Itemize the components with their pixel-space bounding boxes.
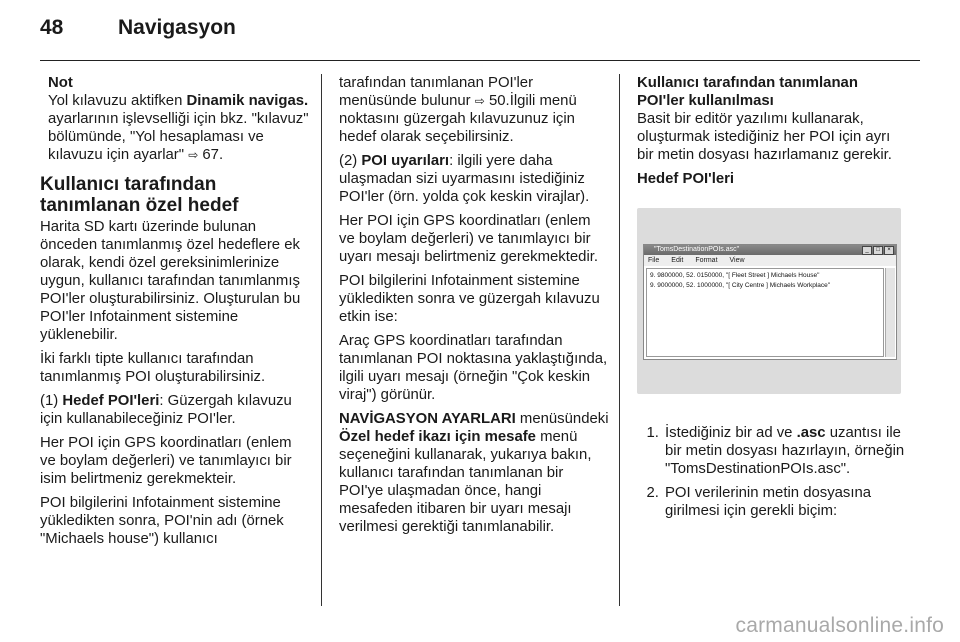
paragraph: Her POI için GPS koordinatları (enlem ve boylam değerleri) ve tanımlayıcı bir isim belirtmeniz gerekmekteir. [40, 435, 292, 487]
paragraph: NAVİGASYON AYARLARI menüsündeki Özel hedef ikazı için mesafe menü seçeneğini kullanarak, yukarıya bakın, kullanıcı tarafından tanımlanan bir POI'ye ulaşmadan önce, hangi mesafeden itibaren bir uyarı mesajı verilmesi gerektiği tanımlanabilir. [339, 411, 609, 535]
setting-name: Özel hedef ikazı için mesafe [339, 429, 536, 445]
page-ref-icon: ⇨ [474, 94, 485, 108]
note-text: Yol kılavuzu aktifken Dinamik navigas. ayarlarının işlevselliği için bkz. "kılavuz" bölümünde, "Yol hesaplaması ve kılavuzu için ayarlar" ⇨ 67. [48, 93, 309, 163]
section-title: Navigasyon [118, 16, 236, 39]
menu-file: File [648, 257, 660, 264]
extension: .asc [796, 425, 826, 441]
poi-line: 9. 9000000, 52. 1000000, "[ City Centre ] Michaels Workplace" [650, 282, 831, 289]
setting-name: Dinamik navigas. [186, 93, 309, 109]
step-item: 2. POI verilerinin metin dosyasına girilmesi için gerekli biçim: [663, 484, 907, 520]
note-label: Not [48, 75, 73, 91]
paragraph: Her POI için GPS koordinatları (enlem ve boylam değerleri) ve tanımlayıcı bir uyarı mesajı belirtmeniz gerekmektedir. [339, 213, 599, 265]
note-box [40, 74, 310, 164]
poi-line: 9. 9800000, 52. 0150000, "[ Fleet Street ] Michaels House" [650, 272, 820, 279]
page-ref[interactable]: 50. [488, 93, 510, 109]
subsection-heading: Kullanıcı tarafından tanımlanan POI'ler kullanılması [637, 75, 858, 109]
watermark: carmanualsonline.info [735, 614, 944, 637]
section-heading: Kullanıcı tarafından tanımlanan özel hedef [40, 174, 239, 216]
menu-edit: Edit [671, 257, 684, 264]
header-rule [40, 60, 920, 61]
column-divider [619, 74, 620, 606]
column-2 [339, 74, 609, 542]
page-number: 48 [40, 16, 64, 39]
page-ref[interactable]: 67. [202, 147, 224, 163]
paragraph: Basit bir editör yazılımı kullanarak, oluşturmak istediğiniz her POI için ayrı bir metin dosyası hazırlamanız gerekir. [637, 111, 892, 163]
paragraph: Harita SD kartı üzerinde bulunan önceden tanımlanmış özel hedeflere ek olarak, kendi özel gereksinimlerinize uygun, kullanıcı tarafından tanımlanmış POI'ler oluşturabilirsiniz. Oluşturulan bu POI'ler Infotainment sistemine yüklenebilir. [40, 219, 301, 343]
figure-heading: Hedef POI'leri [637, 171, 735, 187]
window-title-bar [644, 245, 896, 255]
editor-window [643, 244, 897, 360]
paragraph: (2) POI uyarıları: ilgili yere daha ulaşmadan sizi uyarmasını istediğiniz POI'ler (örn. yolda çok keskin virajlar). [339, 153, 590, 205]
term: POI uyarıları [361, 153, 450, 169]
paragraph: İki farklı tipte kullanıcı tarafından tanımlanmış POI oluşturabilirsiniz. [40, 351, 266, 385]
paragraph: Araç GPS koordinatları tarafından tanımlanan POI noktasına yaklaştığında, ilgili uyarı mesajı (örneğin "Çok keskin viraj") görünür. [339, 333, 608, 403]
paragraph: tarafından tanımlanan POI'ler menüsünde bulunur ⇨ 50.İlgili menü noktasını güzergah kılavuzunuz için hedef olarak seçebilirsiniz. [339, 75, 577, 145]
menu-view: View [729, 257, 745, 264]
column-3 [637, 74, 907, 526]
menu-format: Format [695, 257, 718, 264]
page-header [40, 16, 236, 50]
paragraph: POI bilgilerini Infotainment sistemine yükledikten sonra ve güzergah kılavuzu etkin ise: [339, 273, 600, 325]
step-item: 1. İstediğiniz bir ad ve .asc uzantısı ile bir metin dosyası hazırlayın, örneğin "TomsDestinationPOIs.asc". [663, 424, 907, 478]
paragraph: (1) Hedef POI'leri: Güzergah kılavuzu için kullanabileceğiniz POI'ler. [40, 393, 292, 427]
page-ref-icon: ⇨ [188, 148, 199, 162]
window-menu-bar [644, 255, 896, 266]
editor-screenshot-figure [637, 208, 901, 394]
menu-name: NAVİGASYON AYARLARI [339, 411, 516, 427]
column-divider [321, 74, 322, 606]
column-1 [40, 74, 310, 554]
steps-list [637, 424, 907, 520]
maximize-icon: □ [873, 246, 883, 255]
close-icon: × [884, 246, 894, 255]
scrollbar [885, 268, 895, 357]
term: Hedef POI'leri [62, 393, 160, 409]
editor-text-area [646, 268, 884, 357]
minimize-icon: _ [862, 246, 872, 255]
paragraph: POI bilgilerini Infotainment sistemine yükledikten sonra, POI'nin adı (örnek "Michaels house") kullanıcı [40, 495, 284, 547]
window-title: "TomsDestinationPOIs.asc" [654, 246, 740, 253]
